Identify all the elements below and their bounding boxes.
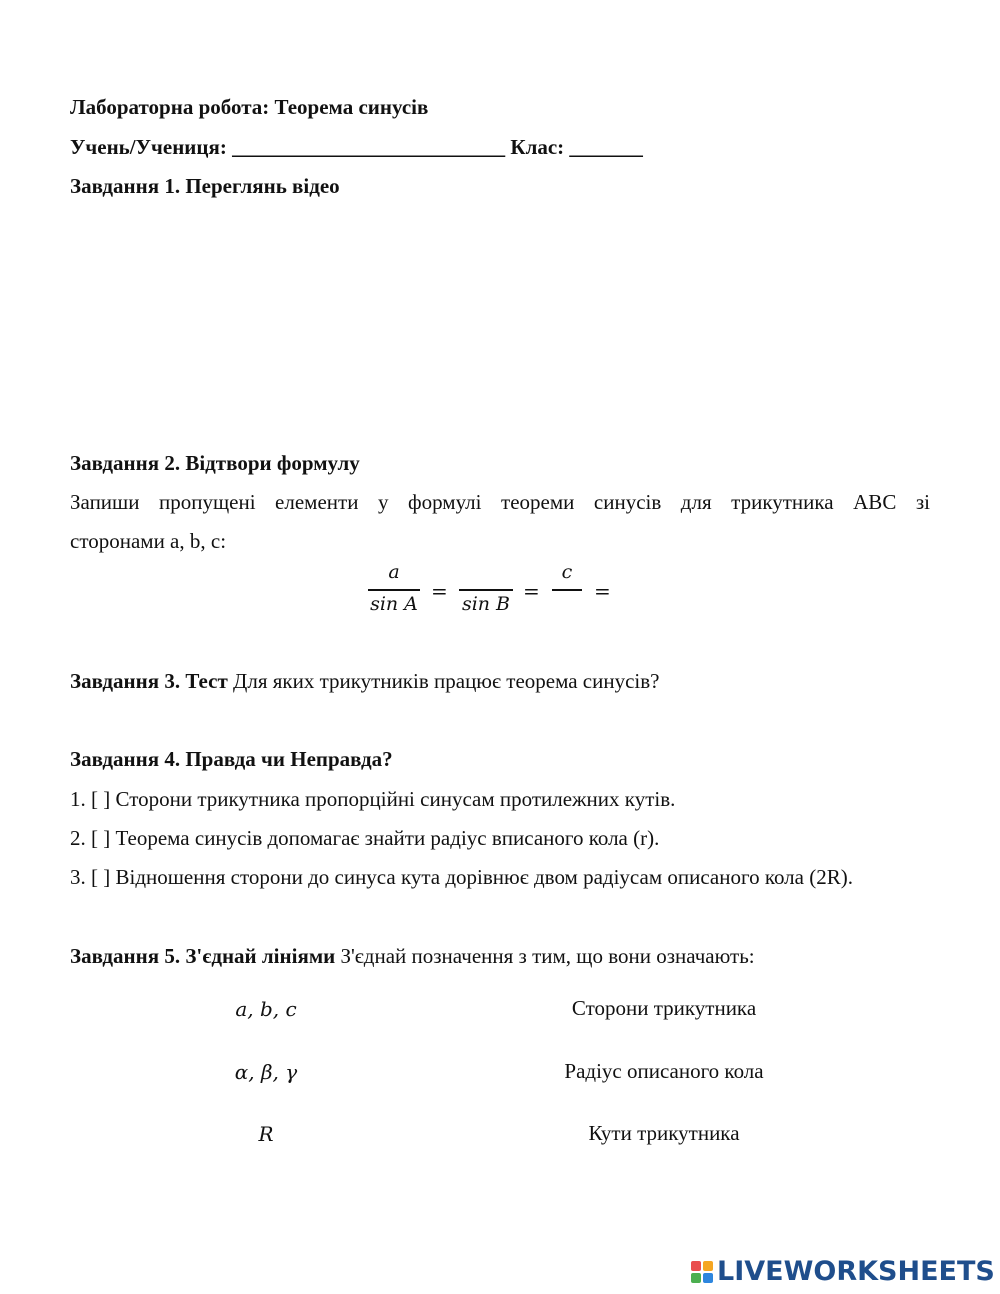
equals-sign: = bbox=[594, 579, 611, 603]
task5-instruction: З'єднай позначення з тим, що вони означають: bbox=[340, 944, 755, 968]
task3-question: Для яких трикутників працює теорема синусів? bbox=[233, 669, 660, 693]
true-false-item-1[interactable]: 1. [ ] Сторони трикутника пропорційні синусам протилежних кутів. bbox=[70, 787, 676, 811]
task3-line bbox=[70, 671, 660, 692]
student-name-blank[interactable]: __________________________ bbox=[232, 135, 506, 159]
match-right-sides[interactable]: Сторони трикутника bbox=[571, 996, 757, 1020]
equals-sign: = bbox=[523, 579, 540, 603]
match-left-radius[interactable]: R bbox=[258, 1122, 274, 1146]
true-false-item-2[interactable]: 2. [ ] Теорема синусів допомагає знайти радіус вписаного кола (r). bbox=[70, 826, 660, 850]
match-right-angles[interactable]: Кути трикутника bbox=[588, 1121, 740, 1145]
task5-line bbox=[70, 946, 755, 967]
true-false-item-3[interactable]: 3. [ ] Відношення сторони до синуса кута дорівнює двом радіусам описаного кола (2R). bbox=[70, 865, 853, 889]
student-label: Учень/Учениця: bbox=[70, 135, 227, 159]
task3-title: Завдання 3. Тест bbox=[70, 669, 228, 693]
match-left-angles[interactable]: α, β, γ bbox=[234, 1060, 298, 1084]
fraction-blank-sinB bbox=[457, 563, 515, 617]
equals-sign: = bbox=[431, 579, 448, 603]
liveworksheets-logo bbox=[691, 1256, 995, 1287]
fraction-numerator: a bbox=[388, 561, 400, 583]
logo-text: LIVEWORKSHEETS bbox=[717, 1256, 995, 1287]
logo-blocks-icon bbox=[691, 1261, 713, 1283]
task5-title: Завдання 5. З'єднай лініями bbox=[70, 944, 336, 968]
match-left-sides[interactable]: a, b, c bbox=[235, 997, 297, 1021]
fraction-bar bbox=[459, 589, 513, 591]
task2-text-line1: Запиши пропущені елементи у формулі теореми синусів для трикутника ABC зі bbox=[70, 490, 930, 514]
worksheet-title: Лабораторна робота: Теорема синусів bbox=[70, 95, 429, 119]
task4-title: Завдання 4. Правда чи Неправда? bbox=[70, 747, 393, 771]
fraction-a-sinA bbox=[366, 563, 422, 617]
task2-title: Завдання 2. Відтвори формулу bbox=[70, 451, 360, 475]
class-label: Клас: bbox=[510, 135, 565, 159]
class-blank[interactable]: _______ bbox=[569, 135, 643, 159]
student-class-line bbox=[70, 137, 643, 158]
fraction-bar bbox=[368, 589, 420, 591]
match-right-radius[interactable]: Радіус описаного кола bbox=[564, 1059, 764, 1083]
fraction-numerator: c bbox=[561, 561, 573, 583]
fraction-c-blank bbox=[550, 563, 584, 617]
task1-title: Завдання 1. Переглянь відео bbox=[70, 174, 340, 198]
fraction-denominator: sin A bbox=[370, 592, 418, 615]
task2-text-line2: сторонами a, b, c: bbox=[70, 529, 227, 553]
fraction-denominator: sin B bbox=[461, 592, 511, 615]
fraction-bar bbox=[552, 589, 582, 591]
